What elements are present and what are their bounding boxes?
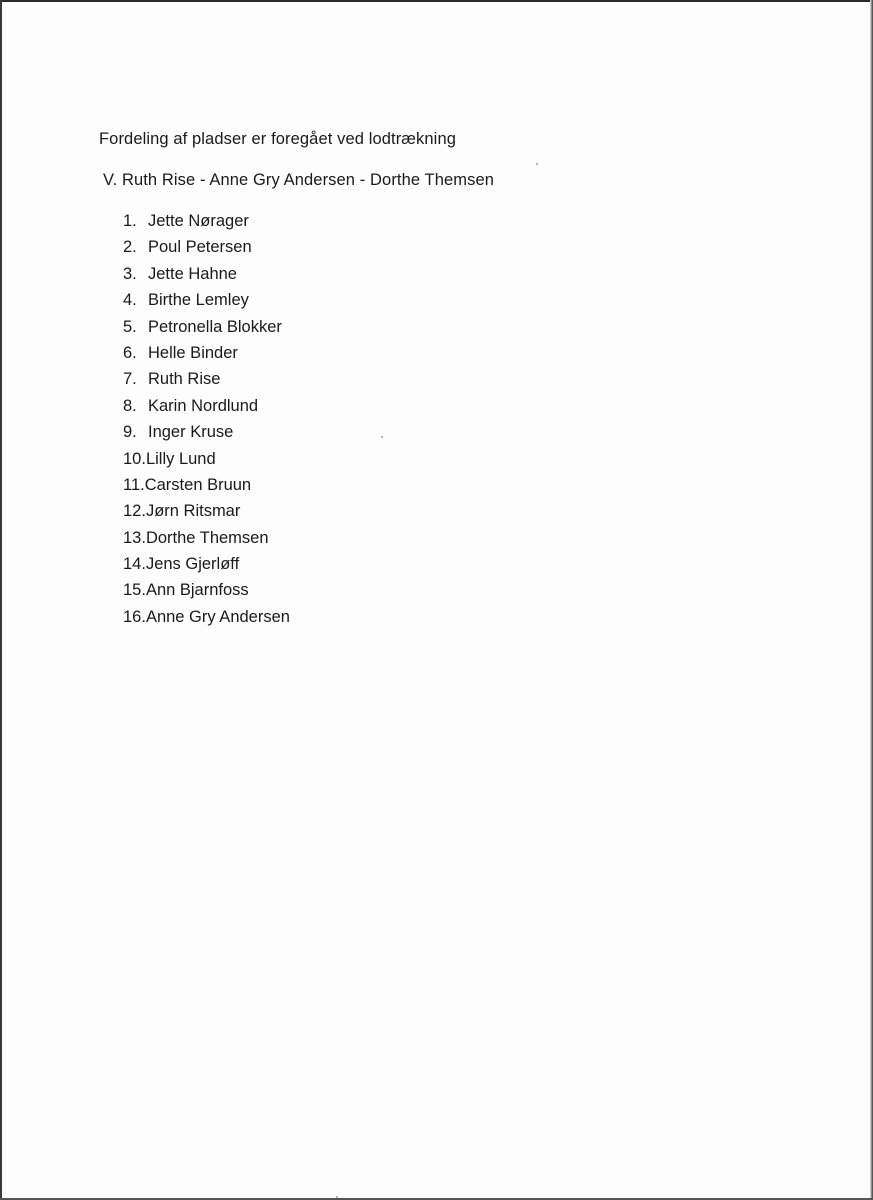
seat-number: 5. — [123, 317, 137, 336]
seat-list-item — [123, 210, 290, 236]
seat-list-item — [123, 368, 290, 394]
seat-number: 2. — [123, 238, 137, 257]
page-edge-left — [0, 0, 2, 1200]
seat-number: 4. — [123, 291, 137, 310]
page-edge-top — [0, 0, 873, 2]
seat-name: Jette Nørager — [148, 212, 249, 230]
seat-name: Birthe Lemley — [148, 291, 249, 310]
seat-list-item — [123, 606, 290, 632]
document-heading: Fordeling af pladser er foregået ved lodtrækning — [99, 130, 457, 148]
seat-number: 7. — [123, 370, 137, 389]
seat-list-item — [123, 236, 290, 262]
seat-name: Jette Hahne — [148, 264, 237, 283]
seat-name: Carsten Bruun — [144, 475, 252, 494]
seat-number: 12. — [123, 502, 146, 521]
seat-list-item — [123, 289, 290, 315]
seat-list-item — [123, 553, 290, 579]
seat-list-item — [123, 263, 290, 289]
seat-list-item — [123, 500, 290, 526]
scan-speck — [381, 436, 383, 438]
seat-name: Petronella Blokker — [148, 317, 282, 336]
seat-number: 11. — [123, 475, 145, 494]
seat-name: Ann Bjarnfoss — [145, 581, 249, 600]
scan-speck — [336, 1196, 338, 1198]
seat-number: 15. — [123, 581, 146, 600]
document-subheading: V. Ruth Rise - Anne Gry Andersen - Dorthe Themsen — [103, 171, 495, 189]
seat-number: 1. — [123, 212, 137, 230]
seat-list-item — [123, 395, 290, 421]
seat-list — [123, 210, 290, 632]
seat-name: Dorthe Themsen — [145, 528, 269, 547]
seat-number: 9. — [123, 423, 137, 442]
seat-number: 8. — [123, 396, 137, 415]
seat-number: 16. — [123, 607, 146, 626]
seat-name: Poul Petersen — [148, 238, 252, 257]
seat-number: 6. — [123, 343, 137, 362]
scan-speck — [536, 163, 538, 165]
seat-list-item — [123, 316, 290, 342]
seat-list-item — [123, 579, 290, 605]
seat-number: 3. — [123, 264, 137, 283]
seat-name: Karin Nordlund — [148, 396, 259, 415]
seat-name: Anne Gry Andersen — [145, 607, 290, 626]
seat-list-item — [123, 448, 290, 474]
seat-list-item — [123, 342, 290, 368]
seat-number: 13. — [123, 528, 146, 547]
seat-number: 14. — [123, 555, 146, 574]
seat-list-item — [123, 474, 290, 500]
seat-name: Jørn Ritsmar — [145, 502, 241, 521]
seat-name: Ruth Rise — [148, 370, 221, 389]
seat-number: 10. — [123, 449, 146, 468]
seat-name: Inger Kruse — [148, 423, 234, 442]
seat-list-item — [123, 421, 290, 447]
seat-name: Jens Gjerløff — [145, 555, 240, 574]
seat-list-item — [123, 527, 290, 553]
seat-name: Lilly Lund — [145, 449, 216, 468]
seat-name: Helle Binder — [148, 343, 238, 362]
